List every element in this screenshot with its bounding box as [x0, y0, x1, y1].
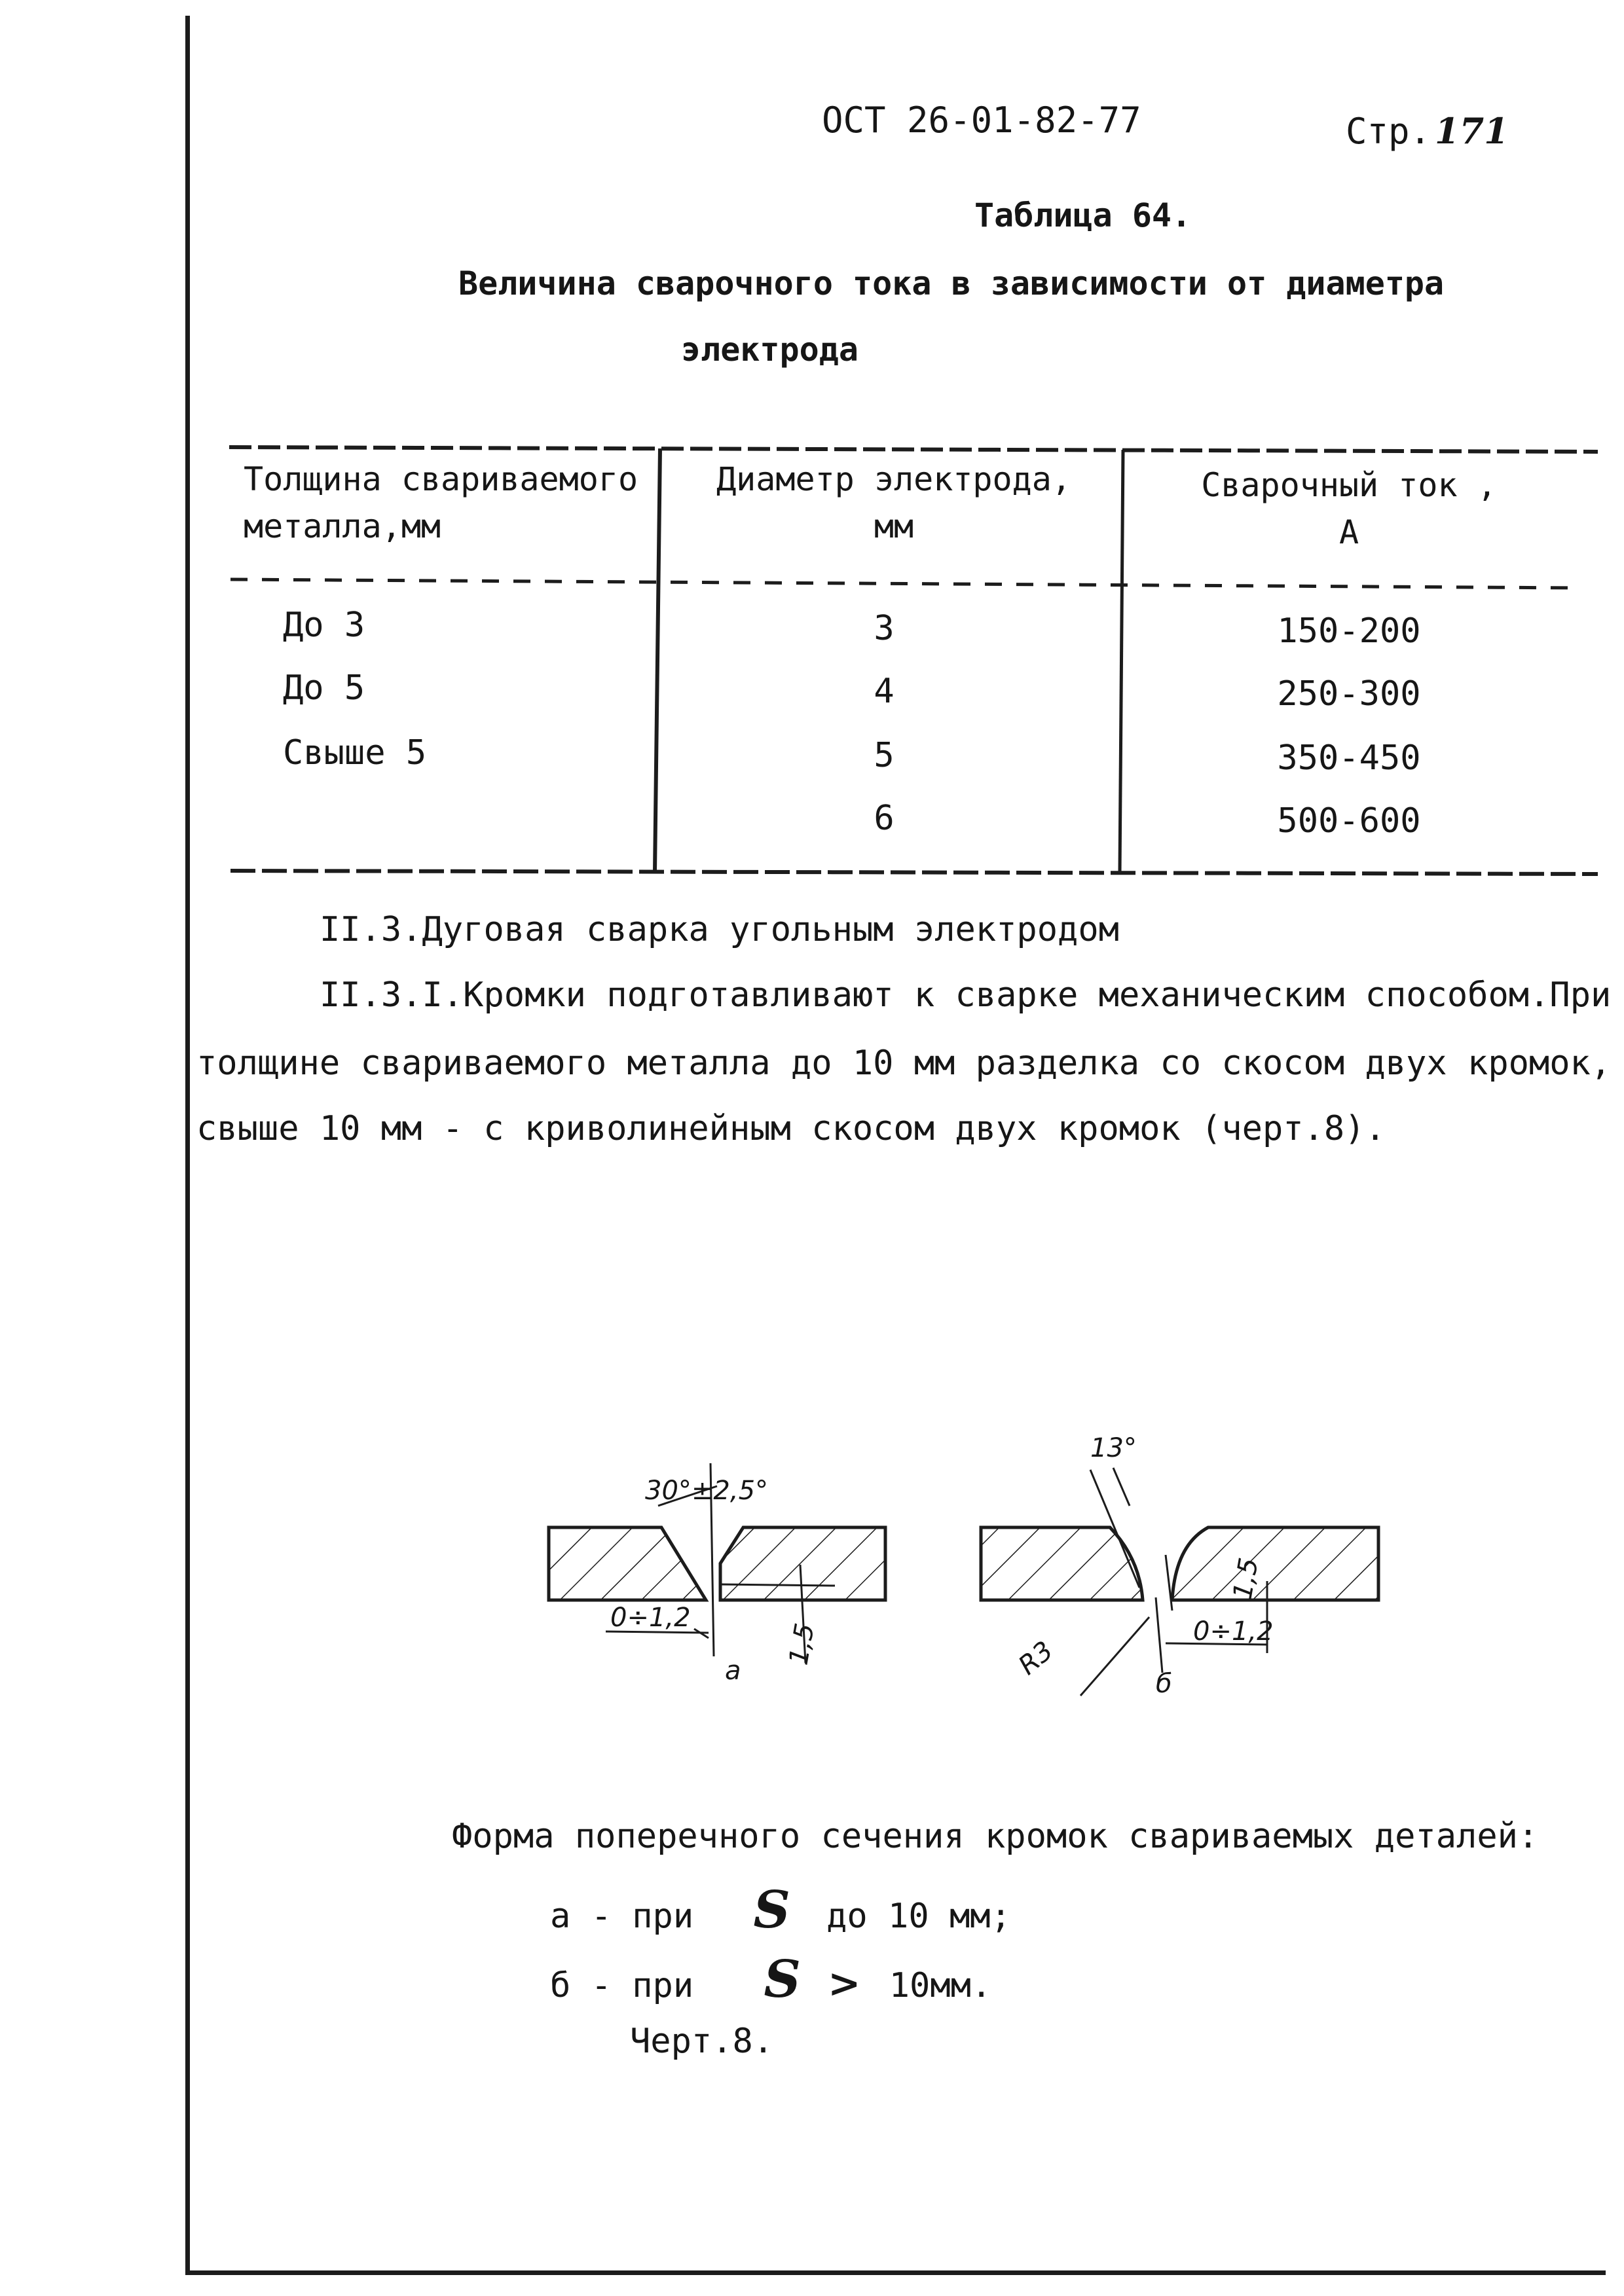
thickness-symbol: S — [753, 1880, 790, 1940]
table-cell: 350-450 — [1277, 738, 1421, 778]
dimension-label: 13° — [1090, 1433, 1137, 1463]
column-header-current: Сварочный ток , А — [1201, 466, 1497, 551]
plate-a-left — [549, 1527, 706, 1600]
document-code: ОСТ 26-01-82-77 — [822, 100, 1141, 141]
dimension-label: 1,5 — [783, 1621, 821, 1667]
table-cell: 150-200 — [1277, 611, 1421, 651]
figure-label: Черт.8. — [630, 2022, 774, 2061]
column-header-thickness: Толщина свариваемого металла,мм — [244, 460, 638, 545]
caption-line-a: а - при S до 10 мм; — [550, 1880, 1011, 1940]
figure-caption: Форма поперечного сечения кромок свариваемых деталей: — [452, 1817, 1539, 1856]
plate-b-right — [1172, 1527, 1378, 1600]
dimension-label: 0÷1,2 — [610, 1603, 691, 1633]
table-cell: 3 — [874, 609, 895, 648]
table-title-line2: электрода — [681, 331, 858, 369]
table-cell: 6 — [874, 799, 895, 838]
table-cell: 500-600 — [1277, 801, 1421, 841]
table-title-line1: Величина сварочного тока в зависимости от диаметра — [458, 264, 1445, 302]
dimension-label: 0÷1,2 — [1193, 1616, 1274, 1647]
thickness-symbol: S — [764, 1950, 801, 2009]
dimension-label: R3 — [1012, 1635, 1060, 1681]
table-cell: Свыше 5 — [283, 733, 427, 773]
table-number: Таблица 64. — [974, 196, 1192, 234]
column-header-diameter: Диаметр электрода, мм — [716, 460, 1071, 545]
section-heading: II.3.Дуговая сварка угольным электродом — [320, 910, 1119, 949]
table-cell: До 3 — [283, 606, 365, 645]
paragraph-line: II.3.I.Кромки подготавливают к сварке механическим способом.При — [320, 975, 1612, 1015]
caption-line-b: б - при S > 10мм. — [550, 1950, 992, 2009]
plate-a-right — [720, 1527, 885, 1600]
table-cell: До 5 — [283, 668, 365, 708]
dimension-label: 1,5 — [1227, 1556, 1264, 1602]
table-cell: 250-300 — [1277, 674, 1421, 714]
dimension-label: 30°±2,5° — [645, 1476, 769, 1506]
table-cell: 4 — [874, 672, 895, 711]
page-number: 171 — [1435, 110, 1509, 152]
paragraph-line: свыше 10 мм - с криволинейным скосом двух кромок (черт.8). — [196, 1109, 1386, 1148]
paragraph-line: толщине свариваемого металла до 10 мм разделка со скосом двух кромок, — [196, 1044, 1612, 1083]
page-label: Стр. — [1346, 111, 1431, 152]
dimension-label: а — [725, 1656, 741, 1686]
greater-than-symbol: > — [828, 1961, 861, 2007]
table-cell: 5 — [874, 736, 895, 775]
dimension-label: б — [1156, 1669, 1172, 1699]
